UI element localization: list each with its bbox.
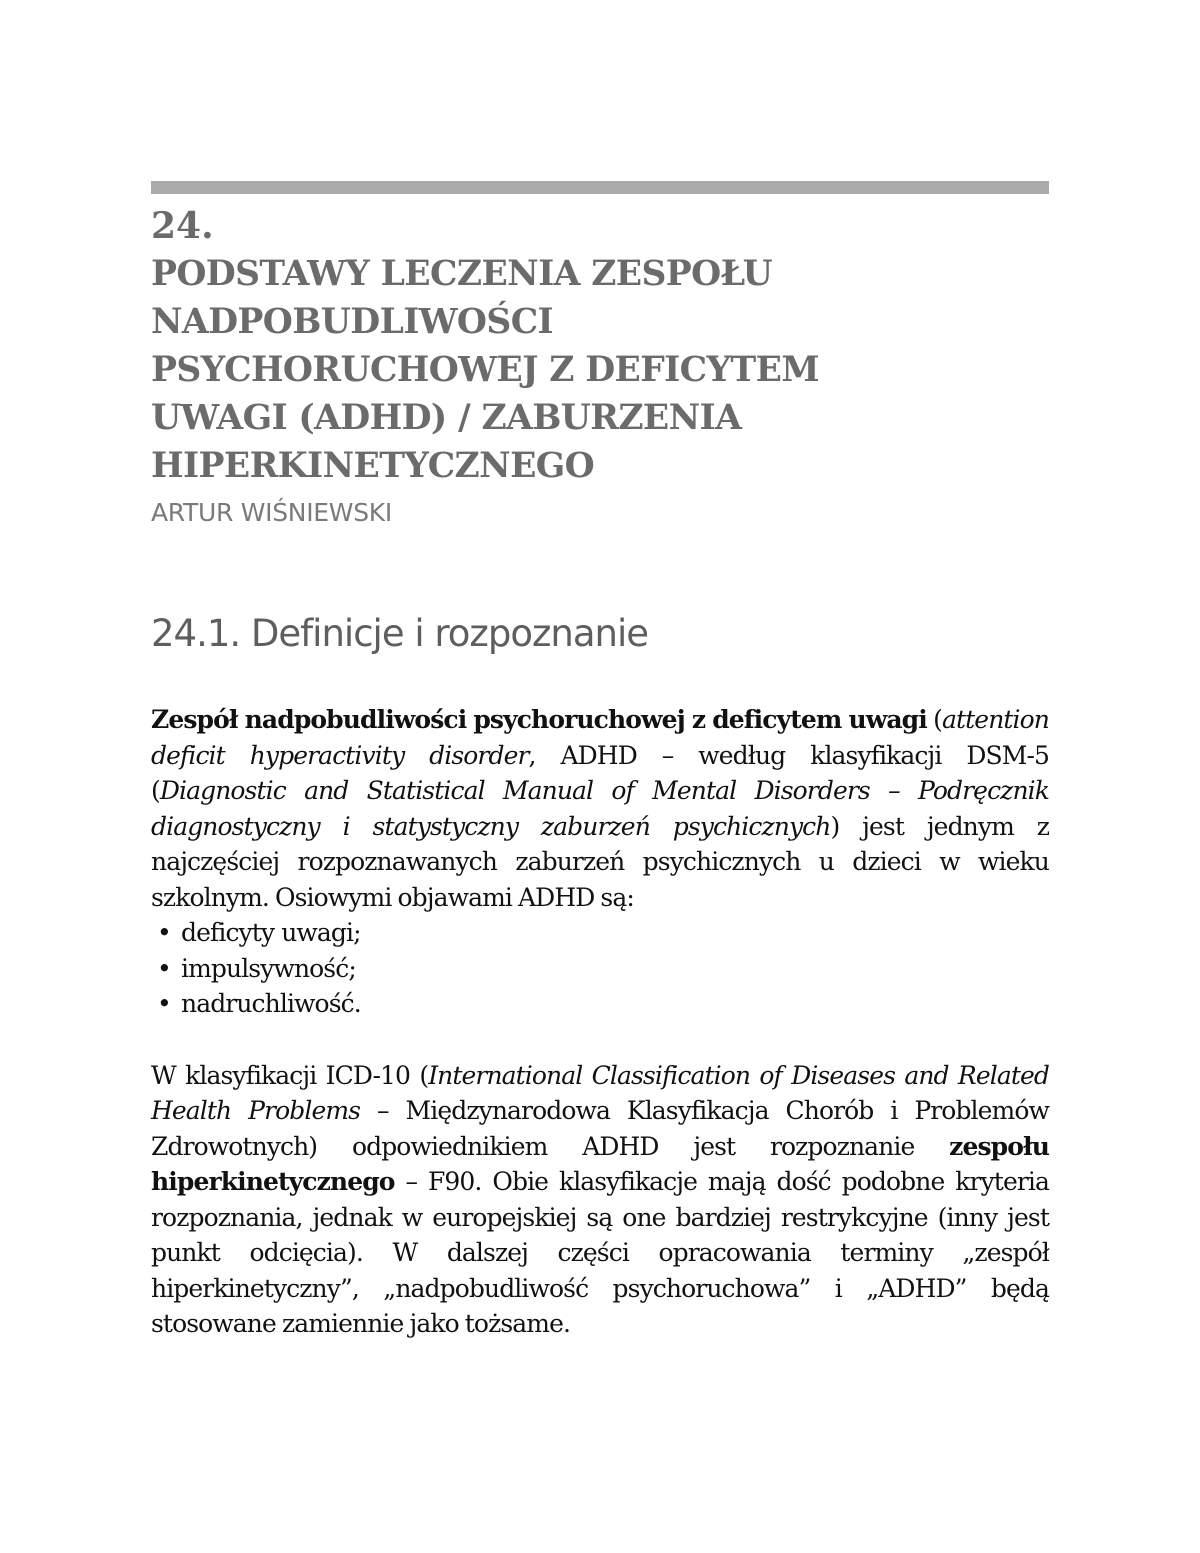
paragraph-icd [151,1058,1049,1342]
list-item-text: deficyty uwagi; [181,918,361,947]
symptom-list [151,915,1049,1022]
chapter-title-line: PODSTAWY LECZENIA ZESPOŁU [151,254,773,294]
list-item-text: impulsywność; [181,953,356,983]
text-run: ) jest jednym z najczęściej rozpoznawanych zaburzeń psychicznych u dzieci w wieku szkolnym. Osiowymi objawami ADHD są: [151,811,1050,912]
paragraph-definition [151,702,1049,915]
chapter-title [151,250,1049,490]
list-item [151,951,1049,987]
section-heading: 24.1. Definicje i rozpoznanie [151,612,649,655]
bullet-icon: • [157,989,171,1018]
text-run: , ADHD – według klasyfikacji DSM-5 ( [151,740,1050,805]
chapter-title-line: UWAGI (ADHD) / ZABURZENIA [151,398,742,438]
text-run: W klasyfikacji ICD-10 ( [151,1060,429,1090]
text-run: ( [926,705,942,734]
list-item [151,915,1049,951]
italic-term: International Classification of Diseases and Related Health Problems [151,1060,1049,1125]
text-run: – F90. Obie klasyfikacje mają dość podobne kryteria rozpoznania, jednak w europejskiej są one bardziej restrykcyjne (inny jest punkt odcięcia). W dalszej części opracowania terminy „zespół hiperkinetyczny”, „nadpobudliwość psychoruchowa” i „ADHD” będą stosowane zamiennie jako tożsame. [151,1167,1049,1338]
italic-term: attention deficit hyperactivity disorder [151,705,1049,770]
chapter-title-line: PSYCHORUCHOWEJ Z DEFICYTEM [151,350,819,390]
bold-term: Zespół nadpobudliwości psychoruchowej z deficytem uwagi [151,705,927,734]
list-item [151,986,1049,1022]
bullet-icon: • [157,953,171,983]
chapter-title-line: HIPERKINETYCZNEGO [151,446,595,486]
bullet-icon: • [157,918,171,947]
bold-term: zespołu hiperkinetycznego [151,1131,1049,1196]
text-run: – Międzynarodowa Klasyfikacja Chorób i Problemów Zdrowotnych) odpowiednikiem ADHD jest rozpoznanie [151,1096,1050,1161]
list-item-text: nadruchliwość. [181,989,361,1018]
top-rule [151,181,1049,194]
author-name: ARTUR WIŚNIEWSKI [151,498,392,527]
chapter-number: 24. [151,205,214,247]
chapter-title-line: NADPOBUDLIWOŚCI [151,302,554,342]
italic-term: Diagnostic and Statistical Manual of Mental Disorders – Podręcznik diagnostyczny i statystyczny zaburzeń psychicznych [151,776,1049,841]
document-page [151,181,1049,1342]
